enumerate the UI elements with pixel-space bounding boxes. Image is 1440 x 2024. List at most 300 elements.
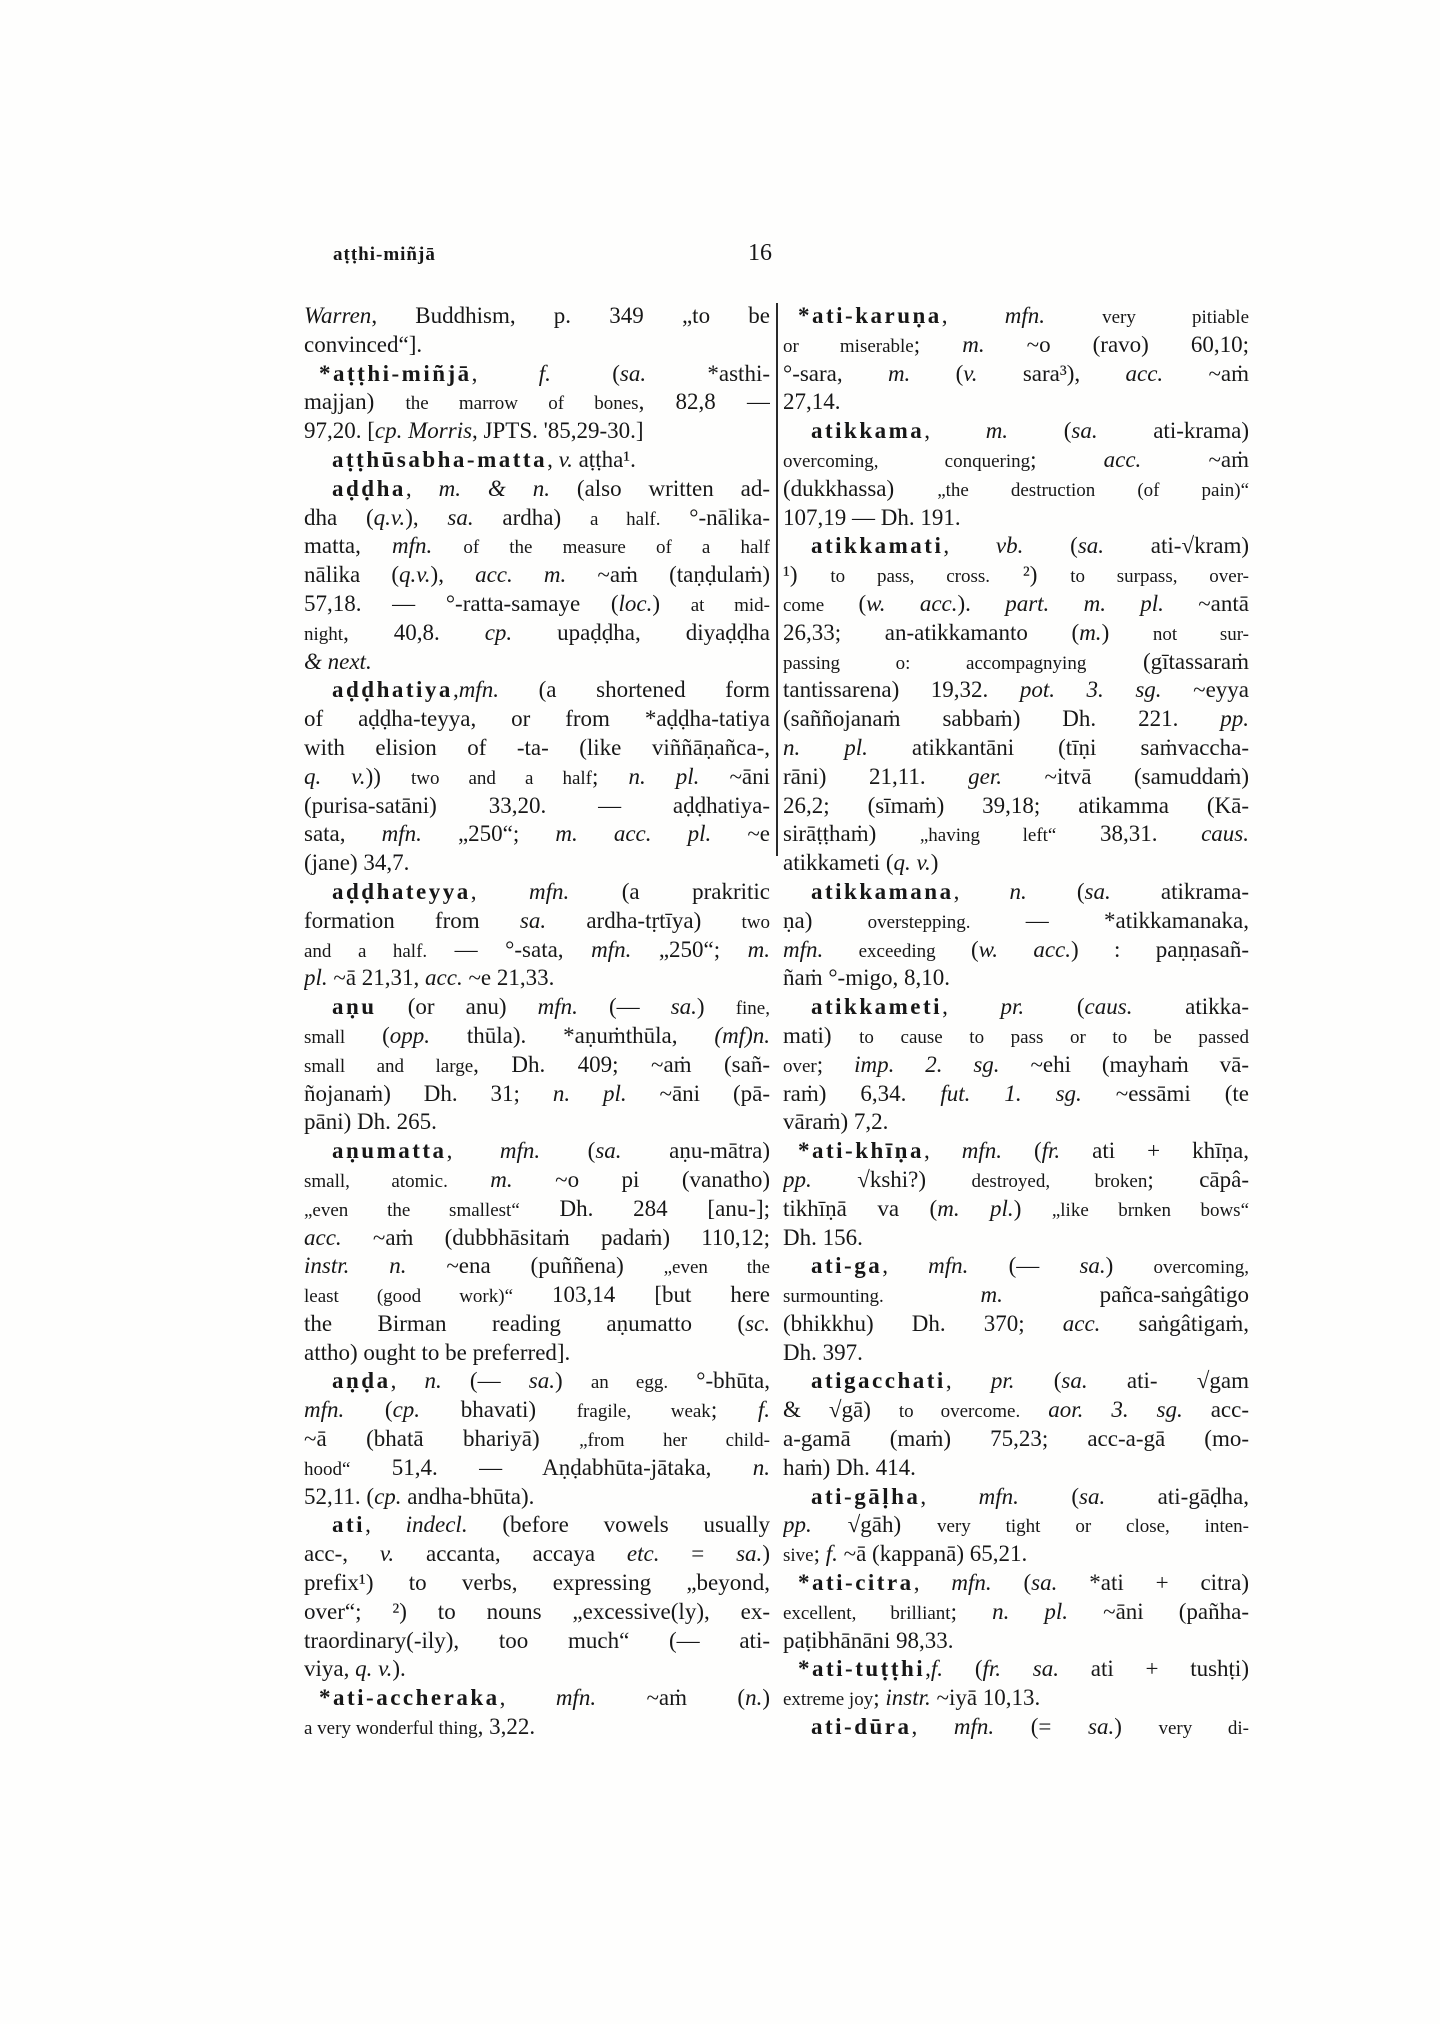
gloss-text: „like brnken bows“	[1051, 1199, 1249, 1221]
grammar-abbreviation: n. pl.	[992, 1598, 1069, 1624]
text-run: ,	[913, 1570, 952, 1596]
grammar-abbreviation: n.	[752, 1454, 770, 1480]
grammar-abbreviation: pr.	[1000, 994, 1025, 1020]
text-line	[783, 331, 1249, 360]
text-line	[783, 1713, 1249, 1742]
text-run: (	[550, 360, 620, 386]
text-run: )	[1101, 619, 1153, 645]
dictionary-entry	[304, 1511, 770, 1684]
text-line	[783, 1396, 1249, 1425]
text-line	[304, 360, 770, 389]
grammar-abbreviation: v.	[379, 1541, 395, 1567]
dictionary-entry	[304, 1684, 770, 1742]
dictionary-entry	[304, 878, 770, 993]
text-line	[304, 1166, 770, 1195]
text-run: ,	[942, 994, 1001, 1020]
gloss-text: sive	[783, 1545, 814, 1567]
text-run: ;	[950, 1598, 993, 1624]
text-line	[783, 676, 1249, 705]
text-run: ~ā (bhatā bhariyā)	[304, 1426, 580, 1452]
text-run: the Birman reading aṇumatto (	[304, 1310, 746, 1336]
grammar-abbreviation: n.	[1009, 878, 1027, 904]
text-run: pañca-saṅgâtigo	[1002, 1282, 1249, 1308]
dictionary-entry	[783, 1655, 1249, 1713]
text-line	[304, 734, 770, 763]
gloss-text: two and a half	[410, 767, 593, 789]
text-run: ~iyā 10,13.	[930, 1685, 1041, 1711]
gloss-text: to pass, cross.	[830, 566, 991, 588]
text-run: , 40,8.	[343, 619, 485, 645]
grammar-abbreviation: mfn.	[1004, 303, 1045, 328]
text-run: ).	[957, 590, 1006, 616]
text-run: ~essāmi (te	[1081, 1080, 1249, 1106]
text-run: )	[1013, 1195, 1052, 1221]
gloss-text: hood“	[304, 1458, 351, 1480]
text-line	[783, 820, 1249, 849]
grammar-abbreviation: q.v.	[373, 504, 406, 530]
headword: *ati-tuṭṭhi	[798, 1656, 926, 1682]
grammar-abbreviation: sa.	[619, 360, 647, 386]
text-run: 51,4. — Aṇḍabhūta-jātaka,	[350, 1454, 753, 1480]
text-run: =	[659, 1541, 737, 1567]
text-run: (	[1018, 1483, 1079, 1509]
text-run: vāraṁ) 7,2.	[783, 1109, 889, 1135]
headword: ati	[332, 1512, 366, 1538]
text-run: ,	[452, 677, 459, 703]
grammar-abbreviation: mfn.	[961, 1138, 1002, 1164]
dictionary-entry	[783, 878, 1249, 993]
gloss-text: at mid-	[690, 594, 770, 616]
text-run: ~ā (kappanā) 65,21.	[837, 1541, 1028, 1567]
gloss-text: a half.	[589, 508, 661, 530]
text-run: (	[943, 1656, 983, 1682]
right-column	[783, 302, 1249, 1742]
text-line	[304, 1108, 770, 1137]
grammar-abbreviation: cp.	[374, 418, 403, 444]
grammar-abbreviation: mfn.	[537, 994, 578, 1020]
grammar-abbreviation: acc. m.	[475, 562, 567, 588]
text-run: convinced“].	[304, 331, 423, 357]
text-line	[783, 1367, 1249, 1396]
text-run: ).	[392, 1656, 406, 1682]
grammar-abbreviation: cp.	[374, 1483, 402, 1509]
text-run: ) : paṇṇasañ-	[1071, 936, 1249, 962]
text-run: ;	[1030, 446, 1104, 472]
grammar-abbreviation: w. acc.	[866, 590, 958, 616]
text-run: )	[652, 590, 691, 616]
gloss-text: destroyed, broken	[971, 1170, 1148, 1192]
gloss-text: surmounting.	[783, 1286, 884, 1308]
grammar-abbreviation: n. pl.	[552, 1080, 627, 1106]
text-run: ~ena (puññena)	[406, 1253, 664, 1279]
gloss-text: fragile, weak	[576, 1401, 711, 1423]
text-run: traordinary(-ily), too much“ (— ati-	[304, 1627, 770, 1653]
text-line	[304, 792, 770, 821]
text-run: atikrama-	[1110, 878, 1249, 904]
text-run: ,	[470, 878, 529, 904]
text-run: )	[696, 994, 736, 1020]
headword: *ati-citra	[798, 1570, 914, 1596]
text-run: sara³),	[977, 360, 1126, 386]
text-run: raṁ) 6,34.	[783, 1080, 941, 1106]
gloss-text: the marrow of bones	[405, 393, 639, 415]
text-line	[304, 561, 770, 590]
text-run: saṅgâtigaṁ,	[1100, 1310, 1249, 1336]
text-line	[304, 619, 770, 648]
dictionary-entry	[783, 1713, 1249, 1742]
grammar-abbreviation: sa.	[595, 1138, 622, 1164]
text-run: ~aṁ	[1163, 360, 1249, 386]
text-run: )	[554, 1368, 591, 1394]
text-run: (a prakritic	[569, 878, 770, 904]
text-run: 38,31.	[1056, 821, 1202, 847]
text-line	[783, 619, 1249, 648]
text-run: 27,14.	[783, 389, 841, 415]
text-line	[783, 1310, 1249, 1339]
text-run: ardha)	[473, 504, 590, 530]
gloss-text: „even the smallest“	[304, 1199, 520, 1221]
dictionary-entry	[783, 1367, 1249, 1482]
dictionary-entry	[783, 1252, 1249, 1367]
text-run: pāni) Dh. 265.	[304, 1109, 437, 1135]
gloss-text: extreme joy	[783, 1689, 874, 1711]
text-line	[304, 302, 770, 331]
running-head-guide-word: aṭṭhi-miñjā	[333, 244, 436, 265]
text-line	[783, 849, 1249, 878]
text-run: °-nālika-	[660, 504, 770, 530]
dictionary-entry	[783, 993, 1249, 1137]
text-line	[783, 1655, 1249, 1684]
text-run: ~o (ravo) 60,10;	[984, 331, 1249, 357]
text-run: (jane) 34,7.	[304, 850, 410, 876]
gloss-text: to cause to pass or to be passed	[859, 1026, 1249, 1048]
gloss-text: a very wonderful thing	[304, 1718, 478, 1740]
grammar-abbreviation: m.	[490, 1166, 513, 1192]
grammar-abbreviation: pp.	[1220, 706, 1249, 732]
grammar-abbreviation: sa.	[519, 907, 547, 933]
text-line	[783, 1598, 1249, 1627]
text-run: acc-	[1182, 1397, 1249, 1423]
text-line	[304, 1684, 770, 1713]
gloss-text: overstepping.	[867, 911, 971, 933]
gloss-text: least (good work)“	[304, 1286, 514, 1308]
text-line	[783, 1339, 1249, 1368]
text-run: (purisa-satāni) 33,20. — aḍḍhatiya-	[304, 792, 770, 818]
grammar-abbreviation: n. pl.	[783, 734, 868, 760]
text-line	[783, 417, 1249, 446]
grammar-abbreviation: indecl.	[405, 1512, 468, 1538]
left-column	[304, 302, 770, 1742]
grammar-abbreviation: n.	[745, 1685, 763, 1711]
grammar-abbreviation: mfn.	[391, 533, 433, 559]
text-line	[304, 1655, 770, 1684]
text-line	[783, 561, 1249, 590]
text-run: ~antā	[1163, 590, 1249, 616]
grammar-abbreviation: pp.	[783, 1166, 812, 1192]
text-run: ¹)	[783, 562, 831, 588]
gloss-text: to overcome.	[898, 1401, 1021, 1423]
text-run: „250“;	[421, 821, 556, 847]
text-run: (saññojanaṁ sabbaṁ) Dh. 221.	[783, 706, 1221, 732]
text-line	[304, 532, 770, 561]
grammar-abbreviation: opp.	[389, 1022, 430, 1048]
text-run: ;	[913, 331, 963, 357]
text-run: ,	[953, 878, 1010, 904]
dictionary-entry	[304, 446, 770, 475]
grammar-abbreviation: mfn.	[499, 1138, 541, 1164]
grammar-abbreviation: fr.	[1041, 1138, 1061, 1164]
text-run: *asthi-	[646, 360, 770, 386]
text-run: , 3,22.	[477, 1714, 536, 1740]
grammar-abbreviation: part. m. pl.	[1005, 590, 1164, 616]
text-run: tikhīṇā va (	[783, 1195, 938, 1221]
text-run: ,	[365, 1512, 406, 1538]
text-line	[304, 1367, 770, 1396]
headword: ati-gāḷha	[811, 1483, 921, 1509]
text-line	[304, 1022, 770, 1051]
text-run: mati)	[783, 1022, 860, 1048]
text-line	[783, 1540, 1249, 1569]
text-line	[783, 1108, 1249, 1137]
grammar-abbreviation: mfn.	[953, 1714, 995, 1740]
text-line	[783, 734, 1249, 763]
text-run: ,	[941, 303, 1005, 328]
grammar-abbreviation: mfn.	[783, 936, 824, 962]
text-line	[304, 388, 770, 417]
text-run: ~āni (pā-	[626, 1080, 770, 1106]
grammar-abbreviation: sa.	[670, 994, 697, 1020]
text-line	[783, 1511, 1249, 1540]
gloss-text: passing o: accompagnying	[783, 652, 1087, 674]
text-line	[304, 1137, 770, 1166]
grammar-abbreviation: sa.	[1088, 1714, 1115, 1740]
text-run	[432, 533, 463, 558]
text-line	[304, 1051, 770, 1080]
text-run: ,	[923, 1138, 962, 1164]
text-run: (	[1008, 418, 1072, 444]
column-divider	[776, 303, 778, 856]
grammar-abbreviation: mfn.	[591, 936, 632, 962]
text-line	[783, 1627, 1249, 1656]
text-line	[304, 1310, 770, 1339]
text-run: (	[935, 936, 979, 962]
grammar-abbreviation: pp.	[783, 1512, 812, 1538]
text-line	[783, 1137, 1249, 1166]
headword: aṇu	[332, 994, 377, 1020]
text-run: Dh. 156.	[783, 1224, 863, 1250]
gloss-text: „having left“	[919, 825, 1057, 847]
text-line	[783, 1022, 1249, 1051]
text-line	[304, 1454, 770, 1483]
text-run: (	[1026, 878, 1085, 904]
grammar-abbreviation: Warren	[304, 303, 372, 328]
text-line	[304, 763, 770, 792]
text-run: ~e 21,33.	[462, 965, 555, 991]
text-run: viya,	[304, 1656, 356, 1682]
grammar-abbreviation: q. v.	[304, 763, 366, 789]
grammar-abbreviation: imp. 2. sg.	[854, 1051, 1000, 1077]
text-run: ~ā 21,31,	[327, 965, 426, 991]
text-run: ,	[547, 446, 559, 472]
text-line	[304, 1396, 770, 1425]
text-run: — °-sata,	[427, 936, 592, 962]
text-run: sirāṭṭhaṁ)	[783, 821, 920, 847]
text-run: of aḍḍha-teyya, or from *aḍḍha-tatiya	[304, 706, 770, 732]
grammar-abbreviation: etc.	[626, 1541, 660, 1567]
text-line	[304, 1627, 770, 1656]
grammar-abbreviation: m.	[887, 360, 911, 386]
text-run: ,	[924, 418, 986, 444]
text-line	[783, 1224, 1249, 1253]
grammar-abbreviation: mfn.	[978, 1483, 1019, 1509]
gloss-text: an egg.	[590, 1372, 669, 1394]
grammar-abbreviation: v.	[558, 446, 573, 472]
text-run: ati-gāḍha,	[1105, 1483, 1249, 1509]
gloss-text: over	[783, 1055, 817, 1077]
text-line	[783, 504, 1249, 533]
grammar-abbreviation: mfn.	[458, 677, 499, 703]
text-run: ,	[882, 1253, 929, 1279]
dictionary-entry	[783, 417, 1249, 532]
text-run: ),	[430, 562, 476, 588]
text-run: 103,14 [but here	[513, 1282, 770, 1308]
text-line	[783, 907, 1249, 936]
text-run: ²)	[990, 562, 1071, 588]
text-run: dha (	[304, 504, 374, 530]
text-run: ),	[405, 504, 448, 530]
text-run: , JPTS. '85,29-30.]	[472, 418, 644, 444]
text-run: haṁ) Dh. 414.	[783, 1454, 916, 1480]
text-line	[304, 964, 770, 993]
dictionary-entry	[304, 676, 770, 878]
dictionary-entry	[304, 993, 770, 1137]
text-run: ;	[873, 1685, 886, 1711]
text-run: ~ehi (mayhaṁ vā-	[999, 1051, 1249, 1077]
text-line	[783, 1252, 1249, 1281]
gloss-text: and a half.	[304, 940, 428, 962]
grammar-abbreviation: ger.	[968, 763, 1003, 789]
gloss-text: small	[304, 1026, 346, 1048]
grammar-abbreviation: Morris	[408, 418, 473, 444]
grammar-abbreviation: m. pl.	[937, 1195, 1014, 1221]
text-run: , 82,8 —	[638, 389, 770, 415]
grammar-abbreviation: m. acc. pl.	[555, 821, 712, 847]
text-run: (	[910, 360, 964, 386]
dictionary-entry	[783, 1483, 1249, 1569]
text-run: ; cāpâ-	[1147, 1166, 1249, 1192]
text-line	[304, 936, 770, 965]
gloss-text: „the destruction (of pain)“	[937, 479, 1249, 501]
text-run: 52,11. (	[304, 1483, 375, 1509]
grammar-abbreviation: & next.	[304, 648, 372, 674]
text-run: ,	[499, 1685, 556, 1711]
grammar-abbreviation: w. acc.	[978, 936, 1072, 962]
text-run: ardha-tṛtīya)	[546, 907, 742, 933]
text-line	[783, 1569, 1249, 1598]
grammar-abbreviation: sa.	[1061, 1368, 1088, 1394]
text-line	[304, 417, 770, 446]
gloss-text: not sur-	[1152, 623, 1249, 645]
text-run: ñojanaṁ) Dh. 31;	[304, 1080, 553, 1106]
text-run: aṭṭha¹.	[572, 446, 636, 472]
text-run: (	[540, 1138, 596, 1164]
text-line	[783, 792, 1249, 821]
grammar-abbreviation: instr.	[885, 1685, 931, 1711]
text-run: )	[1105, 1253, 1154, 1279]
grammar-abbreviation: cp.	[392, 1397, 421, 1423]
text-line	[304, 475, 770, 504]
gloss-text: overcoming, conquering	[783, 450, 1031, 472]
text-run: Dh. 397.	[783, 1339, 863, 1365]
dictionary-entry	[783, 1137, 1249, 1252]
text-run: 26,2; (sīmaṁ) 39,18; atikamma (Kā-	[783, 792, 1249, 818]
text-run: , Dh. 409; ~aṁ (sañ-	[473, 1051, 770, 1077]
gloss-text: overcoming,	[1153, 1257, 1249, 1279]
grammar-abbreviation: acc.	[1062, 1310, 1101, 1336]
text-line	[783, 1166, 1249, 1195]
headword: *ati-accheraka	[319, 1685, 500, 1711]
text-line	[304, 1540, 770, 1569]
text-run: paṭibhānāni 98,33.	[783, 1627, 954, 1653]
text-run: majjan)	[304, 389, 406, 415]
text-run: (gītassaraṁ	[1086, 648, 1249, 674]
text-line	[783, 936, 1249, 965]
text-line	[783, 878, 1249, 907]
text-line	[783, 1454, 1249, 1483]
text-run: ,	[405, 475, 439, 501]
text-run: ñaṁ °-migo, 8,10.	[783, 965, 950, 991]
text-run: (dukkhassa)	[783, 475, 938, 501]
dictionary-entry	[304, 1137, 770, 1367]
text-run: (	[1001, 1138, 1042, 1164]
text-run: (	[991, 1570, 1032, 1596]
grammar-abbreviation: fr. sa.	[982, 1656, 1059, 1682]
gloss-text: to surpass, over-	[1070, 566, 1249, 588]
text-run: (a shortened form	[498, 677, 770, 703]
gloss-text: „from her child-	[579, 1430, 770, 1452]
grammar-abbreviation: n.	[424, 1368, 442, 1394]
headword: *ati-karuṇa	[798, 303, 942, 328]
text-line	[783, 964, 1249, 993]
text-line	[783, 1080, 1249, 1109]
grammar-abbreviation: (mf)n.	[714, 1022, 770, 1048]
headword: atikkamana	[811, 878, 954, 904]
headword: aṇḍa	[332, 1368, 391, 1394]
text-run: ~e	[711, 821, 770, 847]
grammar-abbreviation: acc.	[304, 1224, 342, 1250]
text-run: accanta, accaya	[394, 1541, 627, 1567]
dictionary-entry	[304, 302, 770, 360]
text-run: ,	[471, 360, 539, 386]
text-run: ;	[813, 1541, 826, 1567]
text-run: aṇu-mātra)	[621, 1138, 770, 1164]
text-run: upaḍḍha, diyaḍḍha	[512, 619, 770, 645]
text-run: , Buddhism, p. 349 „to be	[371, 303, 770, 328]
text-run: ,	[920, 1483, 979, 1509]
text-run: ~āni	[699, 763, 770, 789]
grammar-abbreviation: v.	[963, 360, 978, 386]
text-run: (	[1014, 1368, 1062, 1394]
grammar-abbreviation: caus.	[1084, 994, 1133, 1020]
text-line	[783, 763, 1249, 792]
text-run: ati-krama)	[1097, 418, 1249, 444]
text-run: °-sara,	[783, 360, 888, 386]
text-run: ~aṁ (taṇḍulaṁ)	[566, 562, 770, 588]
text-run	[823, 937, 858, 962]
headword: ati-dūra	[811, 1714, 912, 1740]
text-run: 57,18. — °-ratta-samaye (	[304, 590, 619, 616]
text-line	[304, 504, 770, 533]
